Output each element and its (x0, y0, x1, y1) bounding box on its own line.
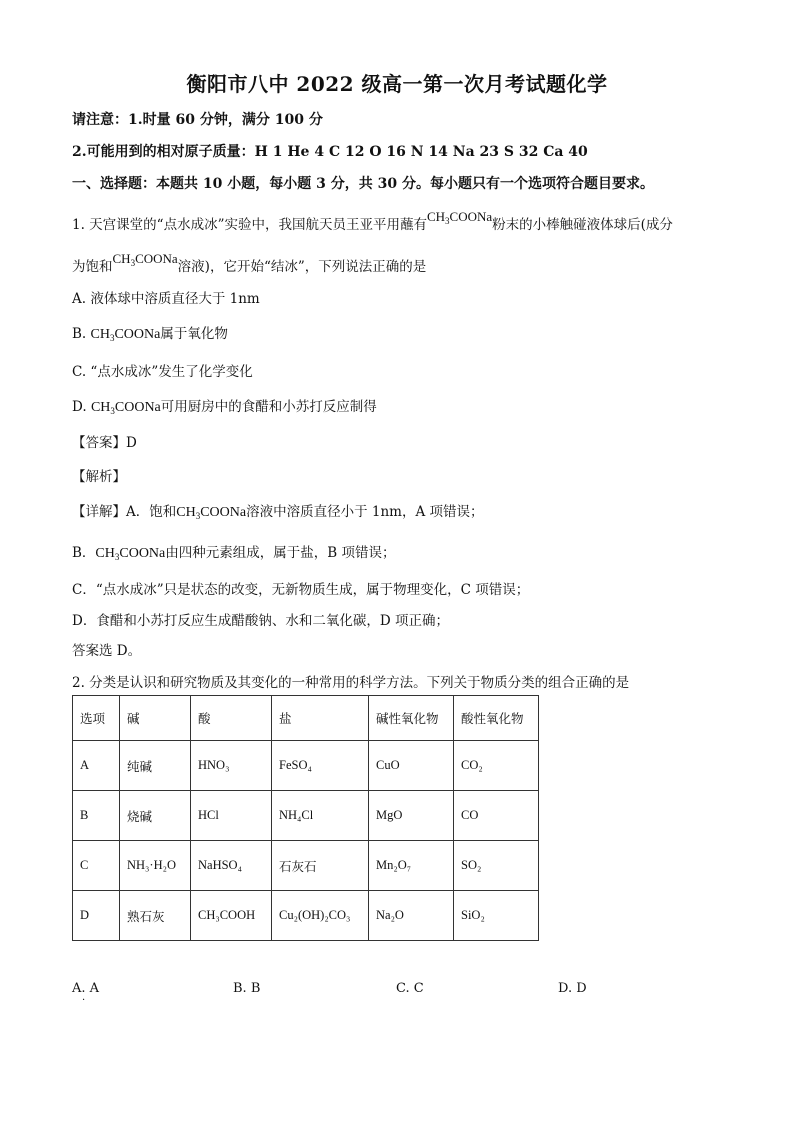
q2-option-c: C. C (396, 981, 424, 996)
classification-table (72, 695, 539, 941)
table-header-cell: 盐 (272, 696, 369, 741)
table-cell: HNO₃ (191, 741, 272, 791)
table-cell: Cu₂(OH)₂CO₃ (272, 891, 369, 941)
exam-title: 衡阳市八中 2022 级高一第一次月考试题化学 (186, 72, 608, 96)
q1-detail-d: D．食醋和小苏打反应生成醋酸钠、水和二氧化碳，D 项正确； (72, 613, 449, 629)
q2-option-d: D. D (558, 981, 587, 996)
table-cell: C (73, 841, 120, 891)
table-row (73, 841, 539, 891)
table-row (73, 741, 539, 791)
q1-detail-b: B．$CH_3COONa$由四种元素组成，属于盐，B 项错误； (72, 545, 396, 562)
table-cell: NH₃·H₂O (120, 841, 191, 891)
chem-formula: $CH_3COONa$ (95, 546, 166, 562)
table-cell: Na₂O (369, 891, 454, 941)
table-cell: MgO (369, 791, 454, 841)
table-cell: CO₂ (454, 741, 539, 791)
table-cell: A (73, 741, 120, 791)
chem-formula: $CH_3COONa$ (90, 400, 161, 416)
q1-analysis-label: 【解析】 (72, 469, 126, 485)
table-cell: CuO (369, 741, 454, 791)
table-header-cell: 碱性氧化物 (369, 696, 454, 741)
table-cell: SO₂ (454, 841, 539, 891)
q2-option-b: B. B (233, 981, 261, 996)
table-header-row (73, 696, 539, 741)
chem-formula: $CH_3COONa$ (90, 327, 161, 343)
table-header-cell: 碱 (120, 696, 191, 741)
table-cell: NaHSO₄ (191, 841, 272, 891)
table-header-cell: 酸 (191, 696, 272, 741)
table-cell: SiO₂ (454, 891, 539, 941)
table-cell: CO (454, 791, 539, 841)
q1-stem-line2: 为饱和$CH_3COONa$溶液)，它开始“结冰”，下列说法正确的是 (72, 251, 427, 275)
table-row (73, 791, 539, 841)
table-header-cell: 选项 (73, 696, 120, 741)
q1-answer: 【答案】D (72, 435, 137, 451)
table-cell: CH₃COOH (191, 891, 272, 941)
table-cell: FeSO₄ (272, 741, 369, 791)
table-row (73, 891, 539, 941)
table-cell: HCl (191, 791, 272, 841)
q1-stem-line1: 1. 天宫课堂的“点水成冰”实验中，我国航天员王亚平用蘸有$CH_3COONa$粉末的小棒触碰液体球后(成分 (72, 209, 673, 233)
q1-detail-a: 【详解】A．饱和$CH_3COONa$溶液中溶质直径小于 1nm，A 项错误； (72, 504, 484, 521)
table-cell: 熟石灰 (120, 891, 191, 941)
q1-option-c: C. “点水成冰”发生了化学变化 (72, 364, 253, 380)
q1-detail-c: C．“点水成冰”只是状态的改变，无新物质生成，属于物理变化，C 项错误； (72, 582, 530, 598)
q1-option-a: A. 液体球中溶质直径大于 1nm (72, 291, 260, 307)
chem-formula: $CH_3COONa$ (176, 505, 247, 521)
table-header-cell: 酸性氧化物 (454, 696, 539, 741)
chem-formula: $CH_3COONa$ (112, 251, 178, 268)
notice-line: 请注意：1.时量 60 分钟，满分 100 分 (72, 112, 323, 128)
chem-formula: $CH_3COONa$ (426, 209, 493, 226)
table-cell: D (73, 891, 120, 941)
table-cell: 石灰石 (272, 841, 369, 891)
q1-conclusion: 答案选 D。 (72, 643, 142, 659)
q1-option-b: B. $CH_3COONa$属于氧化物 (72, 326, 228, 343)
q2-option-a: A. A (72, 981, 100, 996)
table-cell: 烧碱 (120, 791, 191, 841)
q1-option-d: D. $CH_3COONa$可用厨房中的食醋和小苏打反应制得 (72, 399, 377, 416)
atomic-mass-line: 2.可能用到的相对原子质量：H 1 He 4 C 12 O 16 N 14 Na 23 S 32 Ca 40 (72, 144, 588, 160)
table-cell: NH₄Cl (272, 791, 369, 841)
stray-mark: · (82, 995, 86, 1006)
table-cell: Mn₂O₇ (369, 841, 454, 891)
section-heading: 一、选择题：本题共 10 小题，每小题 3 分，共 30 分。每小题只有一个选项符合题目要求。 (72, 176, 654, 192)
table-cell: B (73, 791, 120, 841)
table-cell: 纯碱 (120, 741, 191, 791)
q2-stem: 2. 分类是认识和研究物质及其变化的一种常用的科学方法。下列关于物质分类的组合正确的是 (72, 675, 630, 691)
